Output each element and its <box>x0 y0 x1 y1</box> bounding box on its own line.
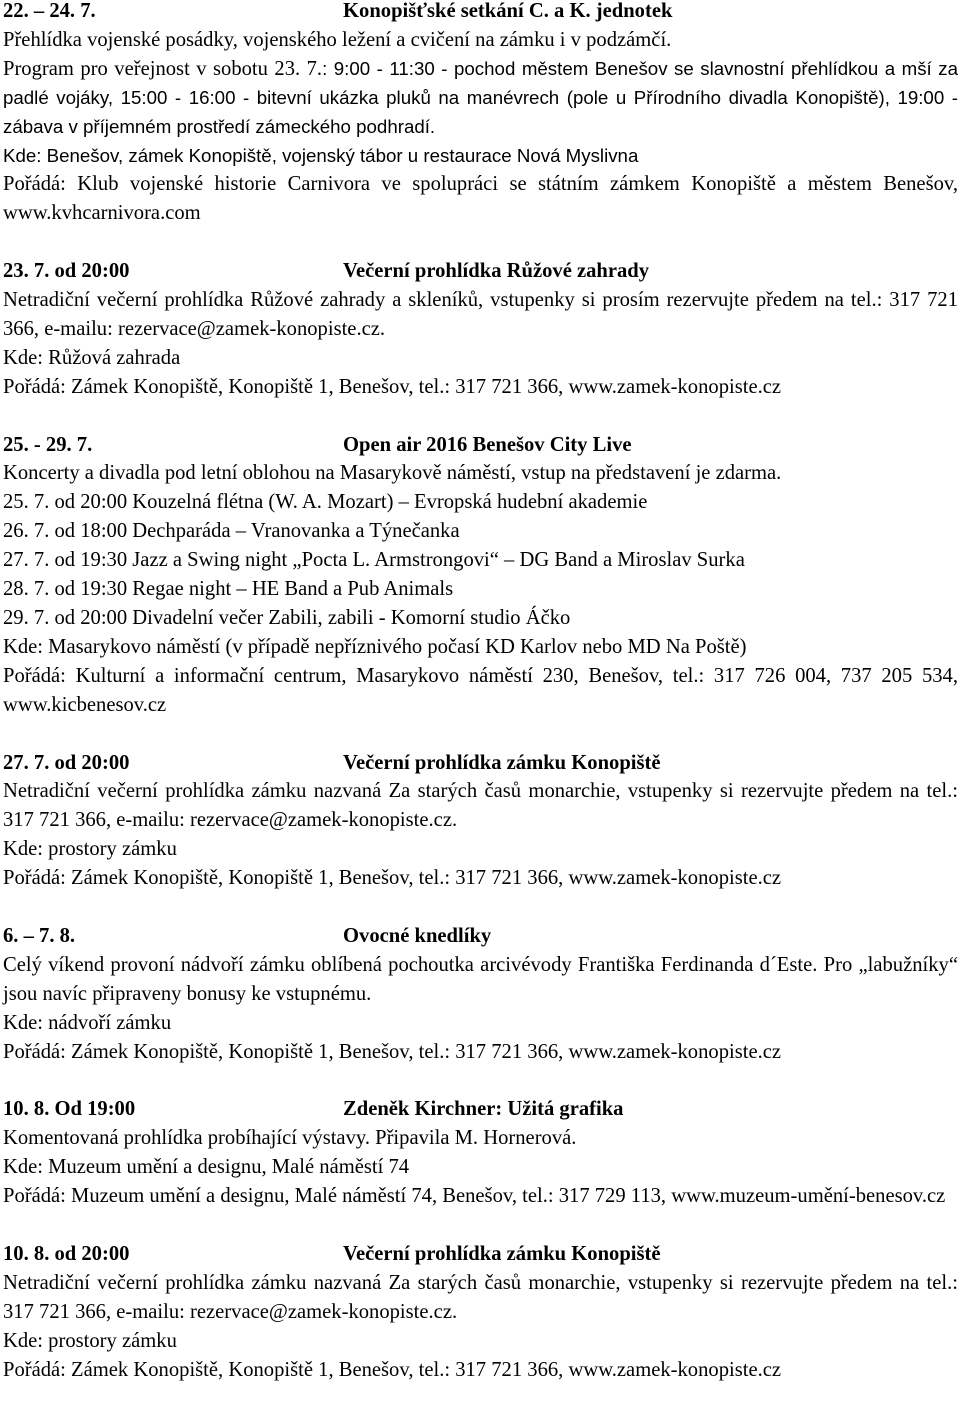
event-program <box>3 55 958 142</box>
event-vecerni-prohlidka-zamku <box>3 749 958 894</box>
event-organizer: Pořádá: Zámek Konopiště, Konopiště 1, Benešov, tel.: 317 721 366, www.zamek-konopiste.cz <box>3 867 782 890</box>
event-location: Kde: Benešov, zámek Konopiště, vojenský tábor u restaurace Nová Myslivna <box>3 144 639 166</box>
event-header <box>3 749 958 778</box>
event-listing <box>3 0 958 1413</box>
event-location: Kde: prostory zámku <box>3 1329 177 1352</box>
event-title: Ovocné knedlíky <box>343 924 492 947</box>
event-header <box>3 1240 958 1269</box>
event-organizer: Pořádá: Muzeum umění a designu, Malé náměstí 74, Benešov, tel.: 317 729 113, www.muzeum-umění-benesov.cz <box>3 1185 946 1208</box>
event-description: Komentovaná prohlídka probíhající výstavy. Připavila M. Hornerová. <box>3 1127 577 1150</box>
program-item: 28. 7. od 19:30 Regae night – HE Band a Pub Animals <box>3 578 454 601</box>
event-date: 25. - 29. 7. <box>3 433 93 456</box>
event-date: 10. 8. Od 19:00 <box>3 1098 136 1121</box>
event-header <box>3 431 958 460</box>
event-program-text: : 9:00 - 11:30 - pochod městem Benešov se slavnostní přehlídkou a mší za padlé vojáky, 15:00 - 16:00 - bitevní ukázka pluků na manévrech (pole u Přírodního divadla Konopiště), 19:00 - zábava v příjemném prostředí zámeckého podhradí. <box>3 57 958 137</box>
program-item: 27. 7. od 19:30 Jazz a Swing night „Pocta L. Armstrongovi“ – DG Band a Miroslav Surka <box>3 549 745 572</box>
event-description: Netradiční večerní prohlídka zámku nazvaná Za starých časů monarchie, vstupenky si rezervujte předem na tel.: 317 721 366, e-mailu: rezervace@zamek-konopiste.cz. <box>3 780 958 832</box>
event-konopiste-setkani <box>3 0 958 228</box>
event-date: 10. 8. od 20:00 <box>3 1242 130 1265</box>
event-date: 22. – 24. 7. <box>3 0 96 22</box>
event-header <box>3 0 958 26</box>
program-item: 26. 7. od 18:00 Dechparáda – Vranovanka a Týnečanka <box>3 520 460 543</box>
event-location: Kde: prostory zámku <box>3 838 177 861</box>
event-title: Open air 2016 Benešov City Live <box>343 433 632 456</box>
program-item: 25. 7. od 20:00 Kouzelná flétna (W. A. Mozart) – Evropská hudební akademie <box>3 491 648 514</box>
event-ovocne-knedliky <box>3 922 958 1067</box>
event-description: Netradiční večerní prohlídka Růžové zahrady a skleníků, vstupenky si prosím rezervujte předem na tel.: 317 721 366, e-mailu: rezervace@zamek-konopiste.cz. <box>3 289 958 340</box>
event-kirchner-grafika <box>3 1095 958 1211</box>
event-location: Kde: nádvoří zámku <box>3 1011 172 1034</box>
event-vecerni-prohlidka-zamku-2 <box>3 1240 958 1385</box>
event-organizer: Pořádá: Zámek Konopiště, Konopiště 1, Benešov, tel.: 317 721 366, www.zamek-konopiste.cz <box>3 1040 782 1063</box>
program-item: 29. 7. od 20:00 Divadelní večer Zabili, zabili - Komorní studio Áčko <box>3 607 571 629</box>
event-date: 27. 7. od 20:00 <box>3 751 130 774</box>
event-header <box>3 257 958 286</box>
event-location: Kde: Muzeum umění a designu, Malé náměstí 74 <box>3 1156 410 1179</box>
event-open-air <box>3 431 958 720</box>
event-description: Netradiční večerní prohlídka zámku nazvaná Za starých časů monarchie, vstupenky si rezervujte předem na tel.: 317 721 366, e-mailu: rezervace@zamek-konopiste.cz. <box>3 1271 958 1323</box>
event-organizer: Pořádá: Kulturní a informační centrum, Masarykovo náměstí 230, Benešov, tel.: 317 726 004, 737 205 534, www.kicbenesov.cz <box>3 664 958 716</box>
event-subtitle: Přehlídka vojenské posádky, vojenského ležení a cvičení na zámku i v podzámčí. <box>3 28 672 51</box>
event-header <box>3 1095 958 1124</box>
event-title: Večerní prohlídka zámku Konopiště <box>343 1242 661 1265</box>
event-title: Zdeněk Kirchner: Užitá grafika <box>343 1098 624 1121</box>
event-header <box>3 922 958 951</box>
event-organizer: Pořádá: Zámek Konopiště, Konopiště 1, Benešov, tel.: 317 721 366, www.zamek-konopiste.cz <box>3 1358 782 1381</box>
event-description: Koncerty a divadla pod letní oblohou na Masarykově náměstí, vstup na představení je zdarma. <box>3 462 782 485</box>
event-date: 23. 7. od 20:00 <box>3 260 130 283</box>
event-organizer: Pořádá: Zámek Konopiště, Konopiště 1, Benešov, tel.: 317 721 366, www.zamek-konopiste.cz <box>3 375 782 398</box>
event-title: Konopišťské setkání C. a K. jednotek <box>343 0 673 22</box>
event-location: Kde: Růžová zahrada <box>3 346 181 369</box>
event-title: Večerní prohlídka Růžové zahrady <box>343 260 650 283</box>
event-organizer: Pořádá: Klub vojenské historie Carnivora ve spolupráci se státním zámkem Konopiště a městem Benešov, www.kvhcarnivora.com <box>3 173 958 225</box>
event-program-intro: Program pro veřejnost v sobotu 23. 7. <box>3 57 323 80</box>
event-ruzova-zahrada <box>3 257 958 402</box>
event-title: Večerní prohlídka zámku Konopiště <box>343 751 661 774</box>
event-description: Celý víkend provoní nádvoří zámku oblíbená pochoutka arcivévody Františka Ferdinanda d´Este. Pro „labužníky“ jsou navíc připraveny bonusy ke vstupnému. <box>3 953 958 1005</box>
event-date: 6. – 7. 8. <box>3 924 76 947</box>
event-location: Kde: Masarykovo náměstí (v případě nepříznivého počasí KD Karlov nebo MD Na Poště) <box>3 635 747 658</box>
